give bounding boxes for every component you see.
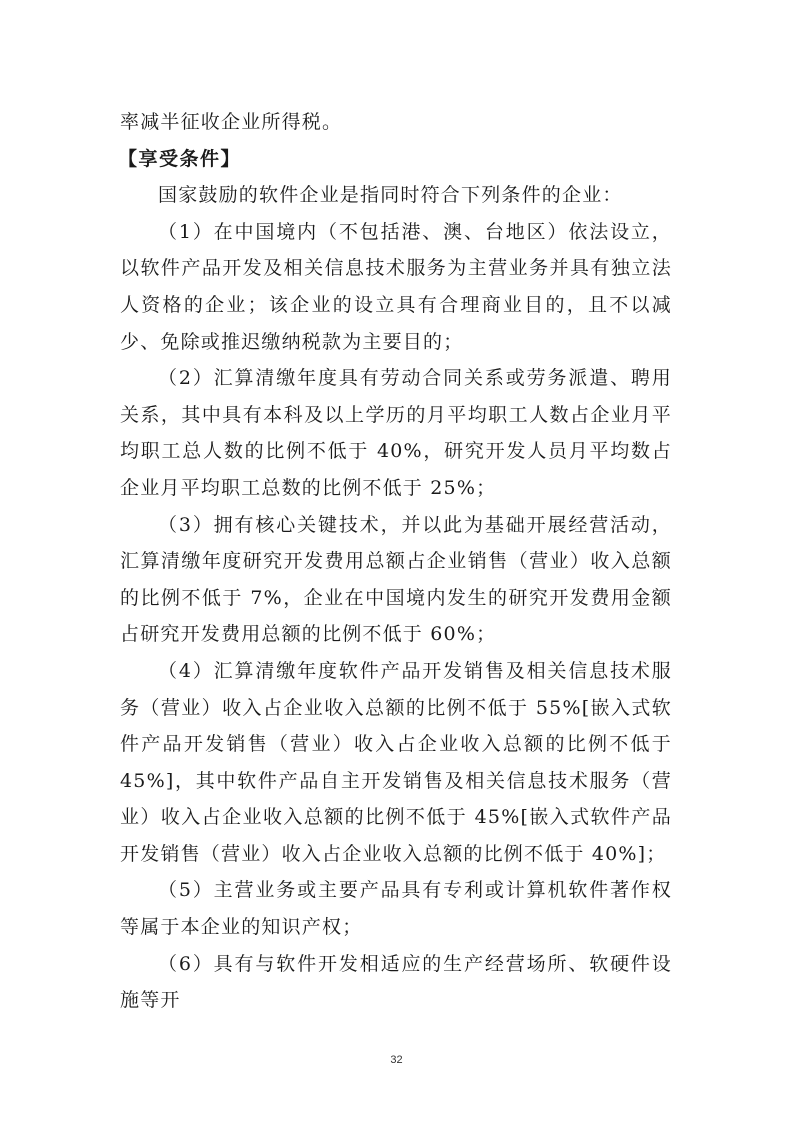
condition-4-paragraph: （4）汇算清缴年度软件产品开发销售及相关信息技术服务（营业）收入占企业收入总额的比例不低于 55%[嵌入式软件产品开发销售（营业）收入占企业收入总额的比例不低于 45%]，其中软件产品自主开发销售及相关信息技术服务（营业）收入占企业收入总额的比例不低于 45%[嵌入式软件产品开发销售（营业）收入占企业收入总额的比例不低于 40%]； — [120, 659, 672, 865]
condition-3-paragraph: （3）拥有核心关键技术，并以此为基础开展经营活动，汇算清缴年度研究开发费用总额占企业销售（营业）收入总额的比例不低于 7%，企业在中国境内发生的研究开发费用金额占研究开发费用总额的比例不低于 60%； — [120, 513, 672, 646]
condition-2-paragraph: （2）汇算清缴年度具有劳动合同关系或劳务派遣、聘用关系，其中具有本科及以上学历的月平均职工人数占企业月平均职工总人数的比例不低于 40%，研究开发人员月平均数占企业月平均职工总数的比例不低于 25%； — [120, 367, 672, 499]
condition-6-paragraph: （6）具有与软件开发相适应的生产经营场所、软硬件设施等开 — [120, 952, 672, 1012]
continuation-paragraph: 率减半征收企业所得税。 — [120, 111, 343, 133]
section-heading: 【享受条件】 — [118, 147, 242, 170]
intro-paragraph: 国家鼓励的软件企业是指同时符合下列条件的企业： — [158, 184, 623, 207]
condition-5-paragraph: （5）主营业务或主要产品具有专利或计算机软件著作权等属于本企业的知识产权； — [120, 879, 672, 939]
body-text — [120, 104, 672, 1019]
condition-1-paragraph: （1）在中国境内（不包括港、澳、台地区）依法设立，以软件产品开发及相关信息技术服务为主营业务并具有独立法人资格的企业；该企业的设立具有合理商业目的，且不以减少、免除或推迟缴纳税款为主要目的； — [120, 220, 672, 353]
page-number: 32 — [390, 1054, 403, 1066]
